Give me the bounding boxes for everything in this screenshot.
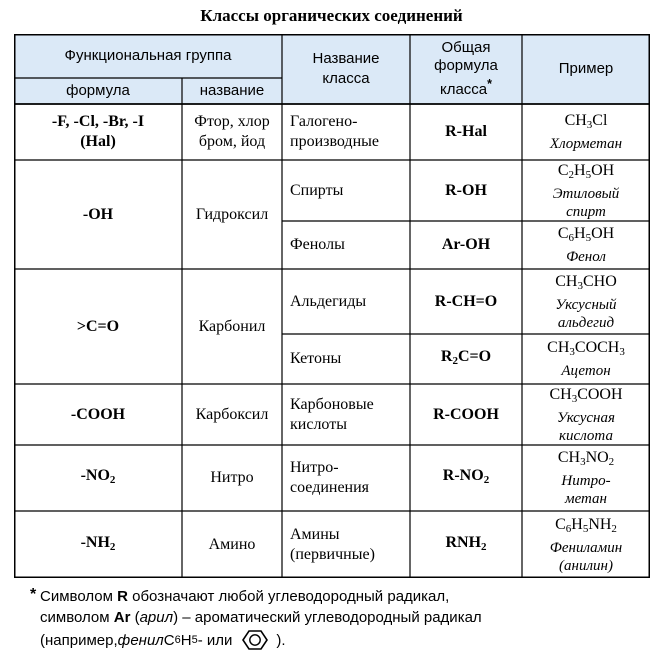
row-ketones-general	[410, 334, 522, 384]
phenols-general-formula: Ar-OH	[441, 236, 491, 253]
ketones-example-formula: $CH_3COCH_3$	[547, 339, 625, 358]
footnote-line1: Символом R обозначают любой углеводородный радикал,	[40, 588, 450, 605]
phenols-class: Фенолы	[290, 236, 345, 253]
row-amino-general	[410, 511, 522, 578]
row-alcohols-class	[282, 160, 410, 221]
nitro-class-line1: Нитро-	[290, 459, 339, 476]
row-carbonyl-name	[182, 269, 282, 384]
alcohols-class: Спирты	[290, 181, 344, 199]
header-class-name-line2: класса	[322, 70, 370, 87]
carboxyl-general-formula: R-COOH	[433, 405, 499, 423]
halogen-example-name: Хлорметан	[549, 136, 623, 152]
carbonyl-formula: >C=O	[76, 317, 120, 335]
row-alcohols-example	[522, 160, 650, 221]
row-aldehydes-example	[522, 269, 650, 334]
carboxyl-name: Карбоксил	[195, 405, 269, 423]
phenols-example-name: Фенол	[566, 249, 606, 265]
header-example-label: Пример	[558, 60, 614, 77]
aldehydes-example-formula: $CH_3CHO$	[555, 272, 617, 292]
carboxyl-class-line2: кислоты	[290, 415, 347, 433]
halogen-formula-line1: -F, -Cl, -Br, -I	[51, 113, 145, 130]
header-general-formula	[410, 34, 522, 104]
header-general-formula-line3: класса	[439, 81, 488, 98]
halogen-class-line1: Галогено-	[290, 113, 358, 130]
phenols-example-formula: $C_6H_5OH$	[557, 225, 615, 244]
amino-example-formula: $C_6H_5NH_2$	[555, 515, 617, 535]
row-aldehydes-class	[282, 269, 410, 334]
carbonyl-name: Карбонил	[198, 317, 266, 335]
ketones-general-formula: $R_2C=O$	[440, 348, 492, 367]
alcohols-example-name-line1: Этиловый	[552, 185, 620, 202]
page-title: Классы органических соединений	[200, 6, 463, 25]
amino-class-line1: Амины	[290, 525, 340, 543]
row-aldehydes-general	[410, 269, 522, 334]
carboxyl-class-line1: Карбоновые	[290, 395, 374, 413]
row-nitro-class	[282, 445, 410, 511]
footnote	[30, 586, 482, 652]
header-example	[522, 34, 650, 104]
row-amino-formula	[14, 511, 182, 578]
row-nitro-general	[410, 445, 522, 511]
row-halogen-formula	[14, 104, 182, 160]
alcohols-example-name-line2: спирт	[566, 203, 606, 220]
row-hydroxyl-formula	[14, 160, 182, 269]
nitro-example-name-line1: Нитро-	[561, 473, 611, 489]
hydroxyl-formula: -OH	[82, 205, 114, 223]
header-functional-group	[14, 34, 282, 78]
row-amino-class	[282, 511, 410, 578]
header-class-name	[282, 34, 410, 104]
amino-class-line2: (первичные)	[290, 545, 375, 563]
benzene-ring-icon	[234, 628, 274, 652]
nitro-class-line2: соединения	[290, 479, 370, 496]
footnote-line3: (например, фенил C 6 H 5 - или ).	[40, 628, 482, 652]
aldehydes-example-name-line1: Уксусный	[555, 296, 617, 313]
row-carboxyl-class	[282, 384, 410, 445]
alcohols-example-formula: $C_2H_5OH$	[557, 161, 615, 181]
row-nitro-name	[182, 445, 282, 511]
nitro-example-formula: $CH_3NO_2$	[557, 449, 615, 468]
carboxyl-formula: -COOH	[70, 405, 126, 423]
halogen-name-line1: Фтор, хлор	[194, 113, 270, 130]
aldehydes-example-name-line2: альдегид	[557, 314, 615, 331]
header-class-name-line1: Название	[312, 50, 380, 67]
row-halogen-example	[522, 104, 650, 160]
row-phenols-general	[410, 221, 522, 269]
row-phenols-class	[282, 221, 410, 269]
row-carboxyl-formula	[14, 384, 182, 445]
row-carboxyl-example	[522, 384, 650, 445]
row-nitro-formula	[14, 445, 182, 511]
ketones-example-name: Ацетон	[561, 363, 611, 379]
row-alcohols-general	[410, 160, 522, 221]
header-name-label: название	[199, 82, 265, 99]
halogen-general-formula: R-Hal	[445, 123, 487, 140]
row-hydroxyl-name	[182, 160, 282, 269]
header-general-formula-line1: Общая	[441, 39, 491, 56]
header-formula	[14, 78, 182, 104]
nitro-name: Нитро	[210, 469, 254, 486]
footnote-line2: символом Ar (арил) – ароматический углеводородный радикал	[40, 609, 482, 626]
organic-classes-table	[14, 34, 650, 578]
row-halogen-class	[282, 104, 410, 160]
amino-general-formula: $RNH_2$	[445, 533, 487, 553]
row-halogen-name	[182, 104, 282, 160]
footnote-asterisk: *	[30, 586, 37, 603]
row-halogen-general	[410, 104, 522, 160]
carboxyl-example-name-line1: Уксусная	[557, 409, 615, 426]
amino-formula: $-NH_2$	[80, 533, 116, 553]
halogen-class-line2: производные	[290, 133, 379, 150]
row-ketones-example	[522, 334, 650, 384]
carboxyl-example-name-line2: кислота	[559, 427, 613, 444]
aldehydes-class: Альдегиды	[290, 292, 367, 310]
row-nitro-example	[522, 445, 650, 511]
row-phenols-example	[522, 221, 650, 269]
row-carboxyl-name	[182, 384, 282, 445]
amino-example-name-line2: (анилин)	[559, 557, 613, 574]
halogen-example-formula: $CH_3Cl$	[564, 112, 608, 131]
carboxyl-example-formula: $CH_3COOH$	[549, 385, 623, 405]
row-carboxyl-general	[410, 384, 522, 445]
row-amino-name	[182, 511, 282, 578]
header-formula-label: формула	[66, 82, 130, 99]
alcohols-general-formula: R-OH	[445, 181, 487, 199]
halogen-name-line2: бром, йод	[198, 133, 266, 150]
header-name	[182, 78, 282, 104]
hydroxyl-name: Гидроксил	[195, 205, 269, 223]
header-general-formula-line2: формула	[434, 57, 498, 74]
nitro-formula: $-NO_2$	[80, 467, 116, 486]
row-carbonyl-formula	[14, 269, 182, 384]
ketones-class: Кетоны	[290, 350, 342, 367]
row-amino-example	[522, 511, 650, 578]
row-ketones-class	[282, 334, 410, 384]
halogen-formula-line2: (Hal)	[80, 133, 116, 150]
header-functional-group-label: Функциональная группа	[64, 47, 232, 64]
aldehydes-general-formula: R-CH=O	[434, 292, 498, 310]
nitro-example-name-line2: метан	[565, 491, 607, 507]
nitro-general-formula: $R-NO_2$	[442, 467, 490, 486]
amino-name: Амино	[208, 535, 256, 553]
amino-example-name-line1: Фениламин	[549, 539, 623, 556]
footnote-mark: *	[487, 77, 493, 91]
